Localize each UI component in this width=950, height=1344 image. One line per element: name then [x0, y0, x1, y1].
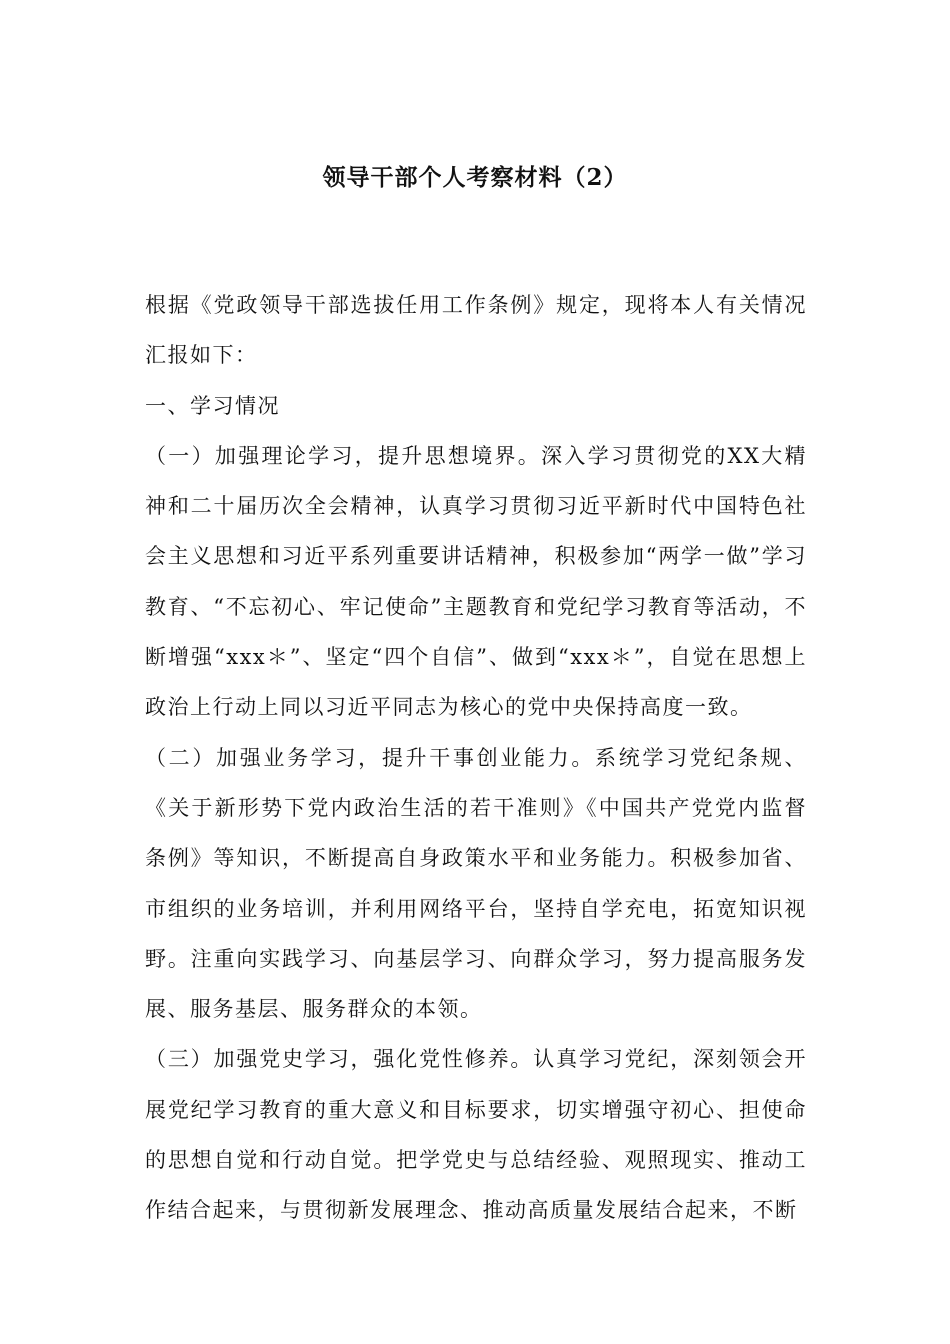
paragraph-theory-study: （一）加强理论学习，提升思想境界。深入学习贯彻党的XX大精神和二十届历次全会精神，认真学习贯彻习近平新时代中国特色社会主义思想和习近平系列重要讲话精神，积极参加“两学一做”学习教育、“不忘初心、牢记使命”主题教育和党纪学习教育等活动，不断增强“xxx＊”、坚定“四个自信”、做到“xxx＊”，自觉在思想上政治上行动上同以习近平同志为核心的党中央保持高度一致。	[145, 443, 807, 720]
document-body	[145, 280, 807, 1236]
section-heading-study: 一、学习情况	[145, 393, 280, 418]
page-title: 领导干部个人考察材料（2）	[322, 164, 628, 191]
paragraph-party-history-study: （三）加强党史学习，强化党性修养。认真学习党纪，深刻领会开展党纪学习教育的重大意义和目标要求，切实增强守初心、担使命的思想自觉和行动自觉。把学党史与总结经验、观照现实、推动工作结合起来，与贯彻新发展理念、推动高质量发展结合起来，不断	[145, 1047, 807, 1223]
intro-paragraph: 根据《党政领导干部选拔任用工作条例》规定，现将本人有关情况汇报如下：	[145, 293, 807, 368]
paragraph-business-study: （二）加强业务学习，提升干事创业能力。系统学习党纪条规、《关于新形势下党内政治生活的若干准则》《中国共产党党内监督条例》等知识，不断提高自身政策水平和业务能力。积极参加省、市组织的业务培训，并利用网络平台，坚持自学充电，拓宽知识视野。注重向实践学习、向基层学习、向群众学习，努力提高服务发展、服务基层、服务群众的本领。	[145, 745, 807, 1022]
